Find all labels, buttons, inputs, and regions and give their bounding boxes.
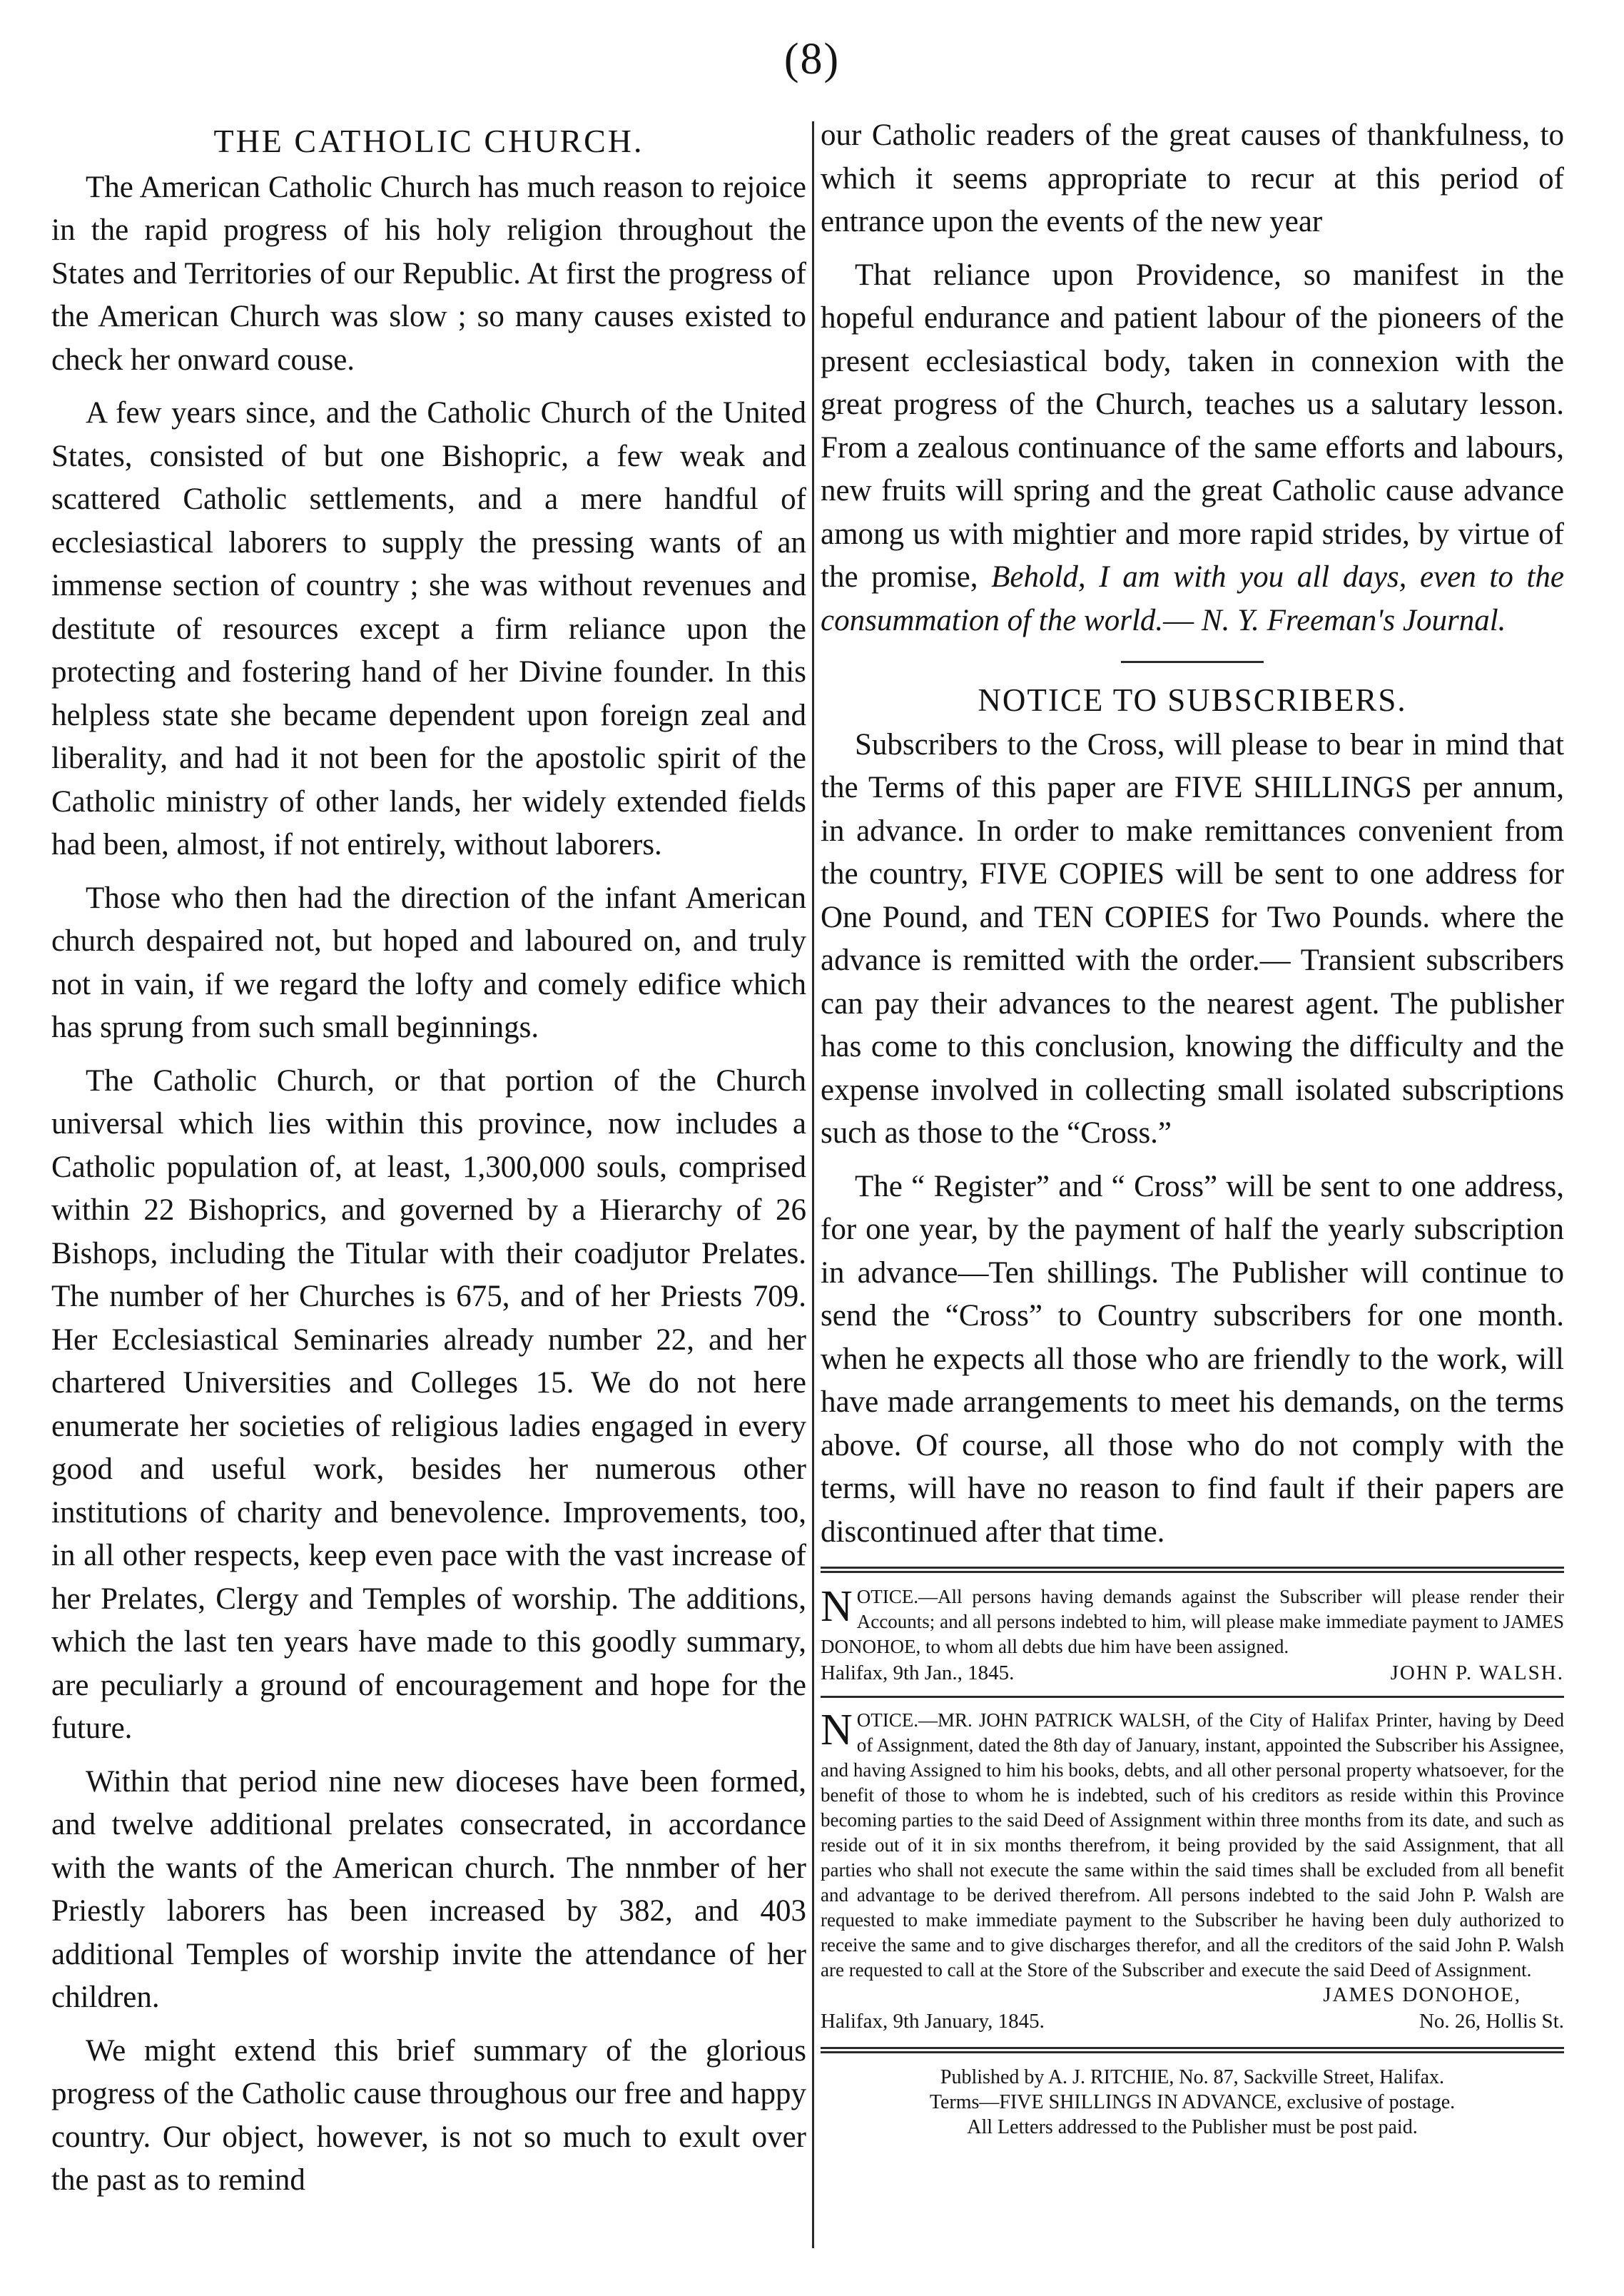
- double-rule: [821, 1567, 1564, 1573]
- article-closing-paragraph: That reliance upon Providence, so manifest in the hopeful endurance and patient labour of the pioneers of the present ecclesiastical body, taken in connexion with the great progress of the Church, teaches us a salutary lesson. From a zealous continuance of the same efforts and labours, new fruits will spring and the great Catholic cause advance among us with mightier and more rapid strides, by virtue of the promise, Behold, I am with you all days, even to the consummation of the world.— N. Y. Freeman's Journal.: [821, 258, 1565, 637]
- imprint-rule: [821, 2047, 1564, 2053]
- donohoe-notice-signature: JAMES DONOHOE,: [1323, 1983, 1521, 2006]
- walsh-notice: [821, 1584, 1564, 1686]
- donohoe-notice-text: OTICE.—MR. JOHN PATRICK WALSH, of the City of Halifax Printer, having by Deed of Assignment, dated the 8th day of January, instant, appointed the Subscriber his Assignee, and having Assigned to him his books, debts, and all other personal property whatsoever, for the benefit of those to whom he is indebted, such of his creditors as reside within this Province becoming parties to the said Deed of Assignment within three months from its date, and such as reside out of it in six months therefrom, it being provided by the said Assignment, that all parties who shall not execute the same within the said times shall be excluded from all benefit and advantage to be derived therefrom. All persons indebted to the said John P. Walsh are requested to make immediate payment to the Subscriber he having been duly authorized to receive the same and to give discharges therefor, and all the creditors of the said John P. Walsh are requested to call at the Store of the Subscriber and execute the said Deed of Assignment.: [821, 1709, 1564, 1981]
- subscribers-notice-title: NOTICE TO SUBSCRIBERS.: [978, 682, 1407, 718]
- page-number: (8): [783, 35, 841, 84]
- article-paragraph: The American Catholic Church has much reason to rejoice in the rapid progress of his holy religion throughout the States and Territories of our Republic. At first the progress of the American Church was slow ; so many causes existed to check her onward couse.: [51, 170, 806, 377]
- imprint-line: All Letters addressed to the Publisher must be post paid.: [967, 2116, 1418, 2138]
- walsh-notice-date: Halifax, 9th Jan., 1845.: [821, 1662, 1015, 1684]
- article-paragraph: Within that period nine new dioceses have been formed, and twelve additional prelates consecrated, in accordance with the wants of the American church. The nnmber of her Priestly laborers has been increased by 382, and 403 additional Temples of worship invite the attendance of her children.: [51, 1764, 806, 2014]
- scripture-quote: Behold, I am with you all days, even to the consummation of the world.: [821, 560, 1565, 637]
- dropcap-letter: N: [821, 1706, 853, 1754]
- subscribers-notice-paragraph: Subscribers to the Cross, will please to bear in mind that the Terms of this paper are FIVE SHILLINGS per annum, in advance. In order to make remittances convenient from the country, FIVE COPIES will be sent to one address for One Pound, and TEN COPIES for Two Pounds. where the advance is remitted with the order.— Transient subscribers can pay their advances to the nearest agent. The publisher has come to this conclusion, knowing the difficulty and the expense involved in collecting small isolated subscriptions such as those to the “Cross.”: [821, 727, 1564, 1150]
- article-title: THE CATHOLIC CHURCH.: [213, 123, 644, 159]
- closing-text: That reliance upon Providence, so manifest in the hopeful endurance and patient labour of the pioneers of the present ecclesiastical body, taken in connexion with the great progress of the Church, teaches us a salutary lesson. From a zealous continuance of the same efforts and labours, new fruits will spring and the great Catholic cause advance among us with mightier and more rapid strides, by virtue of the promise,: [821, 258, 1564, 594]
- publisher-imprint: [821, 2065, 1564, 2140]
- donohoe-notice: [821, 1708, 1564, 2034]
- donohoe-notice-date: Halifax, 9th January, 1845.: [821, 2010, 1045, 2033]
- article-paragraph: We might extend this brief summary of the glorious progress of the Catholic cause throughous our free and happy country. Our object, however, is not so much to exult over the past as to remind: [51, 2033, 806, 2197]
- walsh-notice-text: OTICE.—All persons having demands against the Subscriber will please render their Accounts; and all persons indebted to him, will please make immediate payment to JAMES DONOHOE, to whom all debts due him have been assigned.: [821, 1586, 1564, 1657]
- subscribers-notice-paragraph: The “ Register” and “ Cross” will be sent to one address, for one year, by the payment of half the yearly subscription in advance—Ten shillings. The Publisher will continue to send the “Cross” to Country subscribers for one month. when he expects all those who are friendly to the work, will have made arrangements to meet his demands, on the terms above. Of course, all those who do not comply with the terms, will have no reason to find fault if their papers are discontinued after that time.: [821, 1169, 1564, 1549]
- notice-rule: [821, 1696, 1564, 1698]
- article-continuation: our Catholic readers of the great causes of thankfulness, to which it seems appropriate to recur at this period of entrance upon the events of the new year: [821, 118, 1564, 238]
- left-column: [51, 114, 806, 2212]
- dropcap-letter: N: [821, 1582, 853, 1631]
- imprint-line: Terms—FIVE SHILLINGS IN ADVANCE, exclusive of postage.: [929, 2091, 1456, 2113]
- donohoe-notice-address: No. 26, Hollis St.: [1419, 2010, 1564, 2033]
- right-column: [821, 114, 1564, 2140]
- walsh-notice-signature: JOHN P. WALSH.: [1390, 1662, 1564, 1684]
- source-attribution: N. Y. Freeman's Journal.: [1201, 603, 1506, 637]
- article-paragraph: Those who then had the direction of the infant American church despaired not, but hoped and laboured on, and truly not in vain, if we regard the lofty and comely edifice which has sprung from such small beginnings.: [51, 881, 806, 1044]
- column-divider: [812, 121, 814, 2248]
- article-paragraph: The Catholic Church, or that portion of the Church universal which lies within this province, now includes a Catholic population of, at least, 1,300,000 souls, comprised within 22 Bishoprics, and governed by a Hierarchy of 26 Bishops, including the Titular with their coadjutor Prelates. The number of her Churches is 675, and of her Priests 709. Her Ecclesiastical Seminaries already number 22, and her chartered Universities and Colleges 15. We do not here enumerate her societies of religious ladies engaged in every good and useful work, besides her numerous other institutions of charity and benevolence. Improvements, too, in all other respects, keep even pace with the vast increase of her Prelates, Clergy and Temples of worship. The additions, which the last ten years have made to this goodly summary, are peculiarly a ground of encouragement and hope for the future.: [51, 1063, 806, 1745]
- section-rule: [1121, 661, 1264, 663]
- article-paragraph: A few years since, and the Catholic Church of the United States, consisted of but one Bishopric, a few weak and scattered Catholic settlements, and a mere handful of ecclesiastical laborers to supply the pressing wants of an immense section of country ; she was without revenues and destitute of resources except a firm reliance upon the protecting and fostering hand of her Divine founder. In this helpless state she became dependent upon foreign zeal and liberality, and had it not been for the apostolic spirit of the Catholic ministry of other lands, her widely extended fields had been, almost, if not entirely, without laborers.: [51, 396, 806, 861]
- imprint-line: Published by A. J. RITCHIE, No. 87, Sackville Street, Halifax.: [940, 2066, 1445, 2088]
